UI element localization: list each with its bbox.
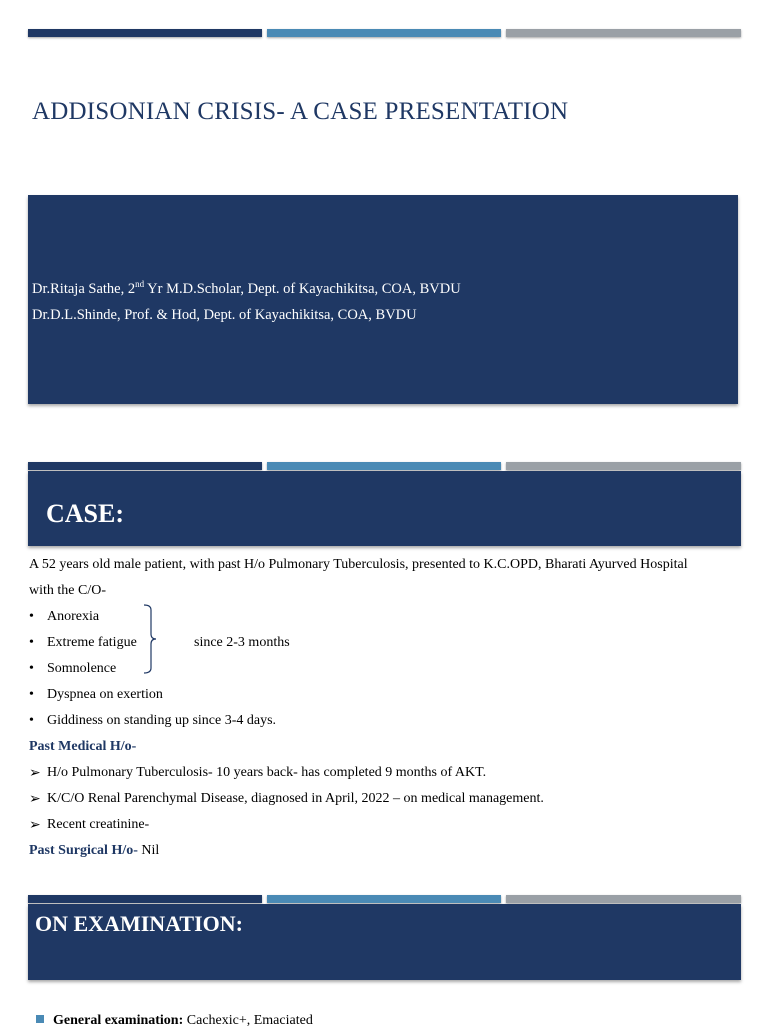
general-examination-label: General examination: — [53, 1013, 184, 1028]
accent-bar-gray — [506, 462, 741, 470]
complaint-text: Extreme fatigue — [47, 635, 137, 650]
author-2: Dr.D.L.Shinde, Prof. & Hod, Dept. of Kayachikitsa, COA, BVDU — [32, 307, 417, 323]
case-heading: CASE: — [46, 499, 125, 528]
past-medical-text: H/o Pulmonary Tuberculosis- 10 years back- has completed 9 months of AKT. — [47, 765, 487, 780]
intro-line-1: A 52 years old male patient, with past H/o Pulmonary Tuberculosis, presented to K.C.OPD, Bharati Ayurved Hospital — [29, 557, 688, 572]
complaint-text: Giddiness on standing up since 3-4 days. — [47, 713, 277, 728]
accent-bar-blue — [267, 462, 501, 470]
slide2-accent-bars — [28, 462, 741, 470]
arrow-bullet-icon: ➢ — [29, 792, 41, 807]
author-1-prefix: Dr.Ritaja Sathe, 2 — [32, 280, 136, 297]
author-1 — [32, 279, 461, 298]
arrow-bullet-icon: ➢ — [29, 766, 41, 781]
complaints-duration: since 2-3 months — [194, 635, 290, 650]
past-surgical-value: Nil — [137, 843, 160, 858]
past-surgical-label: Past Surgical H/o- — [29, 843, 138, 858]
accent-bar-navy — [28, 29, 262, 37]
accent-bar-navy — [28, 462, 262, 470]
bullet-icon: • — [29, 635, 34, 650]
bullet-icon: • — [29, 609, 34, 624]
accent-bar-gray — [506, 29, 741, 37]
arrow-bullet-icon: ➢ — [29, 818, 41, 833]
past-medical-heading: Past Medical H/o- — [29, 739, 137, 754]
intro-line-2: with the C/O- — [29, 583, 106, 598]
slide1-title: ADDISONIAN CRISIS- A CASE PRESENTATION — [32, 98, 569, 125]
bullet-icon: • — [29, 687, 34, 702]
author-box — [28, 195, 738, 404]
accent-bar-navy — [28, 895, 262, 903]
general-examination — [36, 1013, 313, 1029]
accent-bar-blue — [267, 895, 501, 903]
complaint-text: Anorexia — [47, 609, 100, 624]
case-header-box — [28, 471, 741, 546]
right-brace-icon — [143, 604, 157, 674]
bullet-icon: • — [29, 661, 34, 676]
complaint-text: Dyspnea on exertion — [47, 687, 163, 702]
general-examination-value: Cachexic+, Emaciated — [183, 1013, 313, 1028]
complaint-text: Somnolence — [47, 661, 117, 676]
past-medical-text: Recent creatinine- — [47, 817, 150, 832]
author-1-sup: nd — [135, 279, 145, 289]
past-medical-text: K/C/O Renal Parenchymal Disease, diagnosed in April, 2022 – on medical management. — [47, 791, 544, 806]
author-1-suffix: Yr M.D.Scholar, Dept. of Kayachikitsa, COA, BVDU — [144, 280, 461, 297]
accent-bar-blue — [267, 29, 501, 37]
bullet-icon: • — [29, 713, 34, 728]
slide3-accent-bars — [28, 895, 741, 903]
past-surgical — [29, 843, 159, 859]
slide1-accent-bars — [28, 29, 741, 37]
square-bullet-icon — [36, 1015, 44, 1023]
examination-header-box — [28, 904, 741, 980]
accent-bar-gray — [506, 895, 741, 903]
examination-heading: ON EXAMINATION: — [35, 911, 243, 936]
